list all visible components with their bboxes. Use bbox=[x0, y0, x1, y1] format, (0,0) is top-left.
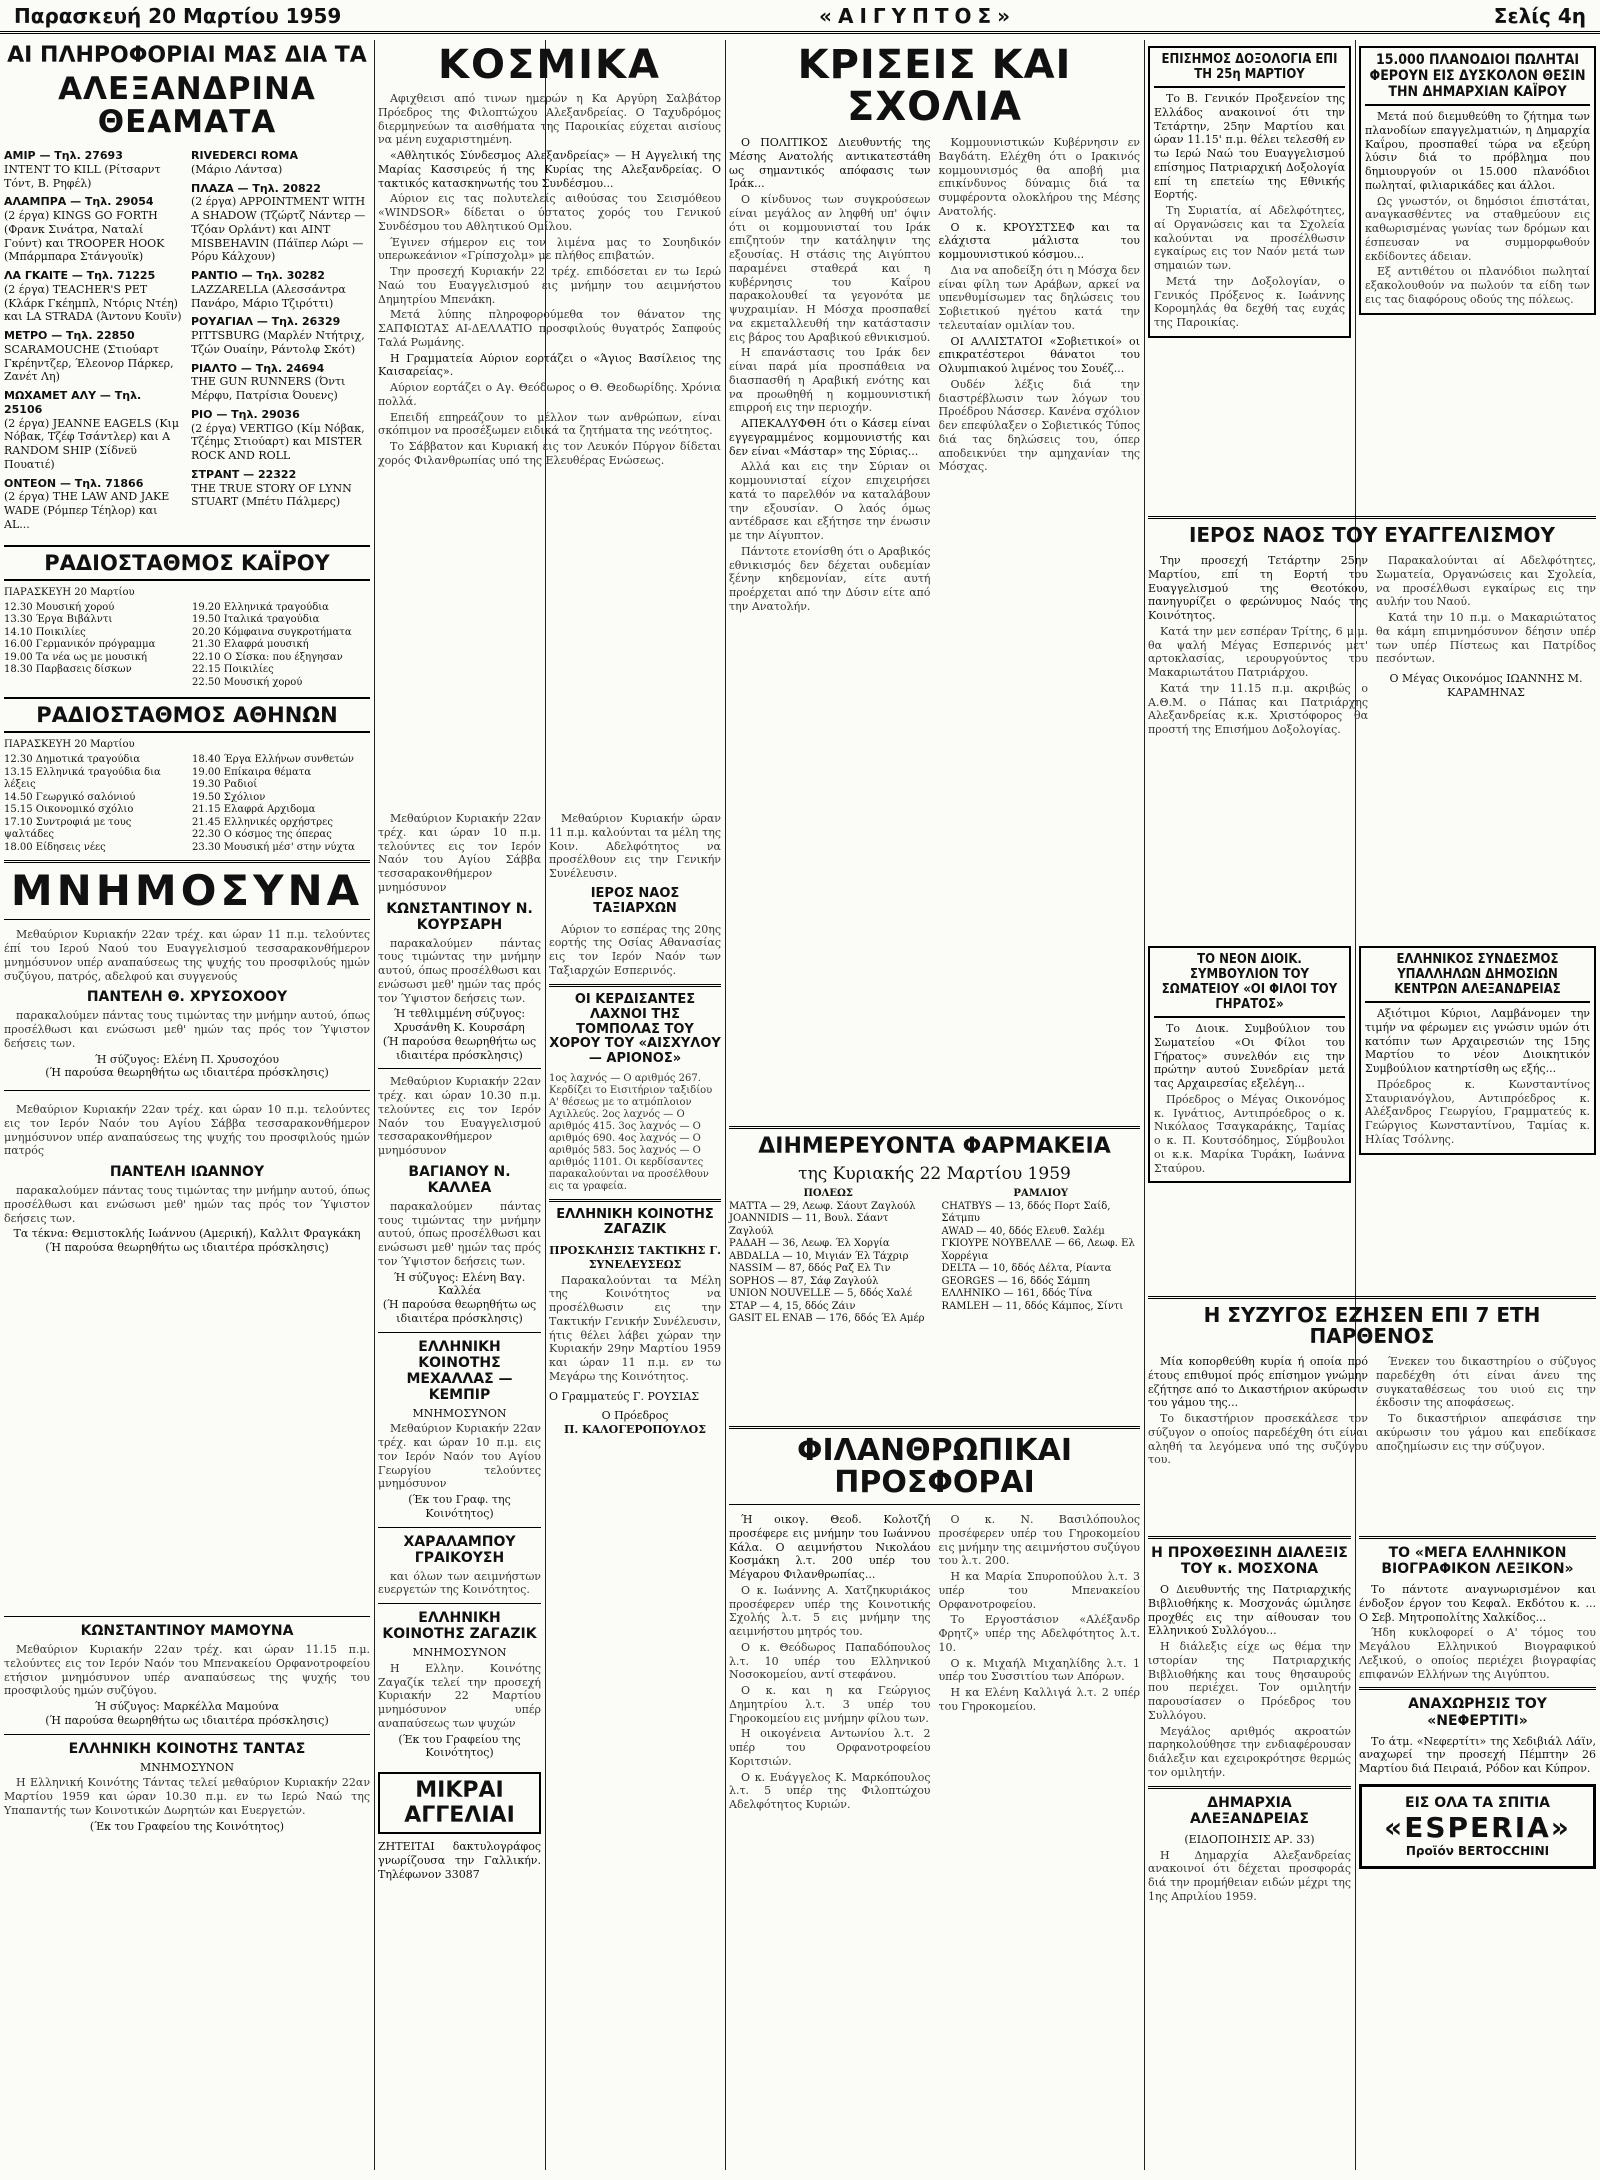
column-news-c: ΤΟ «ΜΕΓΑ ΕΛΛΗΝΙΚΟΝ ΒΙΟΓΡΑΦΙΚΟΝ ΛΕΞΙΚΟΝ» Το πάντοτε αναγνωρισμένον και ένδοξον έργον του Κεφαλ. Εκδότου κ. ... Ο Σεβ. Μητροπολίτης Χαλκίδος... Ήδη κυκλοφορεί ο Α' τόμος του Μεγάλου Ελληνικού Βιογραφικού Λεξικού, ο οποίος περιέχει βιογραφίας επιφανών Ελλήνων της Αιγύπτου. ΑΝΑΧΩΡΗΣΙΣ ΤΟΥ «ΝΕΦΕΡΤΙΤΙ» Το άτμ. «Νεφερτίτι» της Χεδιβιάλ Λάϊν, αναχωρεί την προσεχή Πέμπτην 26 Μαρτίου διά Πειραιά, Ρόδον και Κύπρον. ΕΙΣ ΟΛΑ ΤΑ ΣΠΙΤΙΑ «ESPERIA» Προϊόν BERTOCCHINI bbox=[1355, 1530, 1600, 1877]
radio-athens-heading: ΡΑΔΙΟΣΤΑΘΜΟΣ ΑΘΗΝΩΝ bbox=[4, 697, 370, 733]
column-news: 15.000 ΠΛΑΝΟΔΙΟΙ ΠΩΛΗΤΑΙ ΦΕΡΟΥΝ ΕΙΣ ΔΥΣΚΟΛΟΝ ΘΕΣΙΝ ΤΗΝ ΔΗΜΑΡΧΙΑΝ ΚΑΪΡΟΥ Μετά πού διεμυθεύθη το ζήτημα των πλανοδίων επαγγελματιών, η Δημαρχία Καΐρου, προσπαθεί τώρα να εξεύρη λύσιν διά το πρόβλημα που δημιουργούν οι 15.000 πλανόδιοι πωληταί, φιλιαρικάδες και άλλοι. Ως γνωστόν, οι δημόσιοι έπιστάται, αναγκασθέντες να σταθμεύουν εις καθωρισμένας γωνίας των δρόμων και έσπευσαν να συμμορφωθούν εκδίδοντες άδειαν. Εξ αντιθέτου οι πλανόδιοι πωληταί εξακολουθούν να πωλούν τα είδη των εις τας διαφόρους οδούς της πόλεως. bbox=[1355, 40, 1600, 321]
cinema-list-right bbox=[191, 144, 370, 537]
paper-name: «ΑΙΓΥΠΤΟΣ» bbox=[819, 3, 1017, 28]
cinema-entry: ΠΛΑΖΑ — Τηλ. 20822 (2 έργα) APPOINTMENT WITH A SHADOW (Τζώρτζ Νάντερ — Τζόαν Ορλάντ) και AINT MISBEHAVIN (Πάϊπερ Λώρι — Ρόρυ Κάλχουν) bbox=[191, 181, 366, 264]
nefertiti-heading: ΑΝΑΧΩΡΗΣΙΣ ΤΟΥ «ΝΕΦΕΡΤΙΤΙ» bbox=[1408, 1696, 1547, 1729]
kriseis-paragraph: Ο ΠΟΛΙΤΙΚΟΣ Διευθυντής της Μέσης Ανατολής αντικατεστάθη ως σημαντικός απόφασις των Ιράκ... bbox=[729, 136, 931, 191]
philanthropic-heading: ΦΙΛΑΝΘΡΩΠΙΚΑΙ ΠΡΟΣΦΟΡΑΙ bbox=[796, 1433, 1073, 1500]
cinema-entry: ΣΤΡΑΝΤ — 22322 THE TRUE STORY OF LYNN STUART (Μπέτυ Πάλμερς) bbox=[191, 467, 352, 509]
kriseis-paragraph: Ο κ. ΚΡΟΥΣΤΣΕΦ και τα ελάχιστα μάλιστα του κομμουνιστικού κόσμου... bbox=[938, 220, 1140, 261]
memorials-heading: ΜΝΗΜΟΣΥΝΑ bbox=[10, 866, 364, 916]
cinema-entry: ΡΙΟ — Τηλ. 29036 (2 έργα) VERTIGO (Κίμ Νόβακ, Τζέημς Στιούαρτ) και MISTER ROCK AND ROLL bbox=[191, 407, 365, 463]
syzygos-text: Μία κοπορθεύθη κυρία ή οποία πρό έτους επιθυμοί πρός επίσημον γνώμην εζήτησε από το Δικαστήριον ακύρωσιν του γάμου της... bbox=[1148, 1355, 1368, 1410]
syzygos-section: Η ΣΥΖΥΓΟΣ ΕΖΗΣΕΝ ΕΠΙ 7 ΕΤΗ ΠΑΡΘΕΝΟΣ Μία κοπορθεύθη κυρία ή οποία πρό έτους επιθυμοί πρός επίσημον γνώμην εζήτησε από το Δικαστήριον ακύρωσιν του γάμου της... Το δικαστήριον προσεκάλεσε τον σύζυγον ο οποίος παρεδέχθη ότι είναι αληθή τα λεγόμενα υπό της συζύγου του. Ένεκεν του δικαστηρίου ο σύζυγος παρεδέχθη ότι είναι άνευ της συγκαταθέσεως του υιού εις την έκδοσιν της αποφάσεως. Το δικαστήριον απεφάσισε την ακύρωσιν του γάμου και επεδίκασε αποζημίωσιν εις την σύζυγον. bbox=[1144, 1290, 1600, 1469]
ellinikos-syndesmos-text: Αξιότιμοι Κύριοι, Λαμβάνομεν την τιμήν να φέρωμεν εις γνώσιν υμών ότι κατόπιν των Αρχαιρεσιών της 15ης Μαρτίου το νέον Διοικητικόν Συμβούλιον κατηρτίσθη ως εξής... bbox=[1365, 1007, 1590, 1075]
column-kriseis: ΚΡΙΣΕΙΣ ΚΑΙ ΣΧΟΛΙΑ Ο ΠΟΛΙΤΙΚΟΣ Διευθυντής της Μέσης Ανατολής αντικατεστάθη ως σημαντικός απόφασις των Ιράκ... Ο κίνδυνος των συγκρούσεων είναι μεγάλος αν ληφθή υπ' όψιν ότι οι κομμουνισταί του Ιράκ επιζητούν την κατάληψιν της εξουσίας. Η στάσις της Αιγύπτου παραμένει σταθερά και η κυβέρνησις του Καΐρου παρακολουθεί τα γεγονότα με ψυχραιμίαν. Η Μόσχα προσπαθεί να εκμεταλλευθή την κατάστασιν εις βάρος του Αραβικού εθνικισμού. Η επανάστασις του Ιράκ δεν είναι παρά μία προσπάθεια να διασπασθή η Αραβική ενότης και να προωθηθή η κομμουνιστική επιρροή εις την περιοχήν. ΑΠΕΚΑΛΥΦΘΗ ότι ο Κάσεμ είναι εγγεγραμμένος κομμουνιστής και δεν είναι «Μάσταρ» της Σύριας... Αλλά και εις την Σύριαν οι κομμουνισταί είχον επιχειρήσει κατά το παρελθόν να καταλάβουν την εξουσίαν. Ο λαός όμως αντέδρασε και εξήτησε την ένωσιν με την Αίγυπτον. Πάντοτε ετονίσθη ότι ο Αραβικός εθνικισμός δεν δέχεται ουδεμίαν ξένην κηδεμονίαν, είτε αυτή προέρχεται από την Δύσιν είτε από την Ανατολήν. Κομμουνιστικών Κυβέρνησιν εν Βαγδάτη. Ελέχθη ότι ο Ιρακινός κομμουνισμός θα αποβή μια επικίνδυνος δύναμις διά τα συμφέροντα ολοκλήρου της Μέσης Ανατολής. Ο κ. ΚΡΟΥΣΤΣΕΦ και τα ελάχιστα μάλιστα του κομμουνιστικού κόσμου... Δια να αποδείξη ότι η Μόσχα δεν είναι φίλη των Αράβων, αρκεί να υπενθυμίσωμεν τας δηλώσεις του Σοβιετικού ηγέτου κατά την τελευταίαν ομιλίαν του. ΟΙ ΑΛΛΙΣΤΑΤΟΙ «Σοβιετικοί» οι επικρατέστεροι θάνατοι του Ολυμπιακού λιμένος του Σουέζ... Ουδέν λέξις διά την διαστρέβλωσιν των λόγων του Προέδρου Νάσσερ. Κανένα σχόλιον δεν επεφύλαξεν ο Σοβιετικός Τύπος διά τας δηλώσεις του, όπερ αποδεικνύει την αμηχανίαν της Μόσχας. bbox=[729, 42, 1140, 613]
dimarxia-heading: ΔΗΜΑΡΧΙΑ ΑΛΕΞΑΝΔΡΕΙΑΣ bbox=[1190, 1794, 1309, 1827]
lexikon-text: Το πάντοτε αναγνωρισμένον και ένδοξον έργον του Κεφαλ. Εκδότου κ. ... Ο Σεβ. Μητροπολίτης Χαλκίδος... bbox=[1359, 1583, 1596, 1624]
column-news-b: ΕΛΛΗΝΙΚΟΣ ΣΥΝΔΕΣΜΟΣ ΥΠΑΛΛΗΛΩΝ ΔΗΜΟΣΙΩΝ ΚΕΝΤΡΩΝ ΑΛΕΞΑΝΔΡΕΙΑΣ Αξιότιμοι Κύριοι, Λαμβάνομεν την τιμήν να φέρωμεν εις γνώσιν υμών ότι κατόπιν των Αρχαιρεσιών της 15ης Μαρτίου το νέον Διοικητικόν Συμβούλιον κατηρτίσθη ως εξής... Πρόεδρος κ. Κωνσταντίνος Σταυριανόγλου, Αντιπρόεδρος κ. Αλέξανδρος Γεωργίου, Γραμματεύς κ. Γεώργιος Κωνσταντίνου, Ταμίας κ. Ηλίας Τσόλνης. bbox=[1355, 940, 1600, 1161]
lexikon-heading: ΤΟ «ΜΕΓΑ ΕΛΛΗΝΙΚΟΝ ΒΙΟΓΡΑΦΙΚΟΝ ΛΕΞΙΚΟΝ» bbox=[1381, 1545, 1574, 1578]
radio-cairo-heading: ΡΑΔΙΟΣΤΑΘΜΟΣ ΚΑΪΡΟΥ bbox=[4, 545, 370, 581]
column-announcements-b: ΤΟ ΝΕΟΝ ΔΙΟΙΚ. ΣΥΜΒΟΥΛΙΟΝ ΤΟΥ ΣΩΜΑΤΕΙΟΥ «ΟΙ ΦΙΛΟΙ ΤΟΥ ΓΗΡΑΤΟΣ» Το Διοικ. Συμβούλιον του Σωματείου «Οι Φίλοι του Γήρατος» συνελθόν εις την πρώτην αυτού Συνεδρίαν μετά τας Αρχαιρεσίας εξελέγη... Πρόεδρος ο Μέγας Οικονόμος κ. Ιγνάτιος, Αντιπρόεδρος ο κ. Νικόλαος Τσαγκαράκης, Ταμίας ο κ. Π. Κουτσόδημος, Σύμβουλοι οι κ.κ. Μαρίκα Τυράκη, Ιωάννα Σταύρου. bbox=[1144, 940, 1355, 1189]
evangelismos-text: Την προσεχή Τετάρτην 25ην Μαρτίου, επί τη Εορτή του Ευαγγελισμού της Θεοτόκου, πανηγυρίζει ο φερώνυμος Ναός της Κοινότητος. bbox=[1148, 554, 1368, 622]
page-number: Σελίς 4η bbox=[1493, 3, 1586, 28]
column-memorials-b: Μεθαύριον Κυριακήν 22αν τρέχ. και ώραν 10 π.μ. τελούντες εις τον Ιερόν Ναόν του Αγίου Σάββα τεσσαρακονθήμερον μνημόσυνον ΚΩΝΣΤΑΝΤΙΝΟΥ Ν. ΚΟΥΡΣΑΡΗ παρακαλούμεν πάντας τους τιμώντας την μνήμην αυτού, όπως προσέλθωσι και ενώσωσι μεθ' ημών τας πρός τον Ύψιστον δεήσεις των. Ή τεθλιμμένη σύζυγος: Χρυσάνθη Κ. Κουρσάρη (Ή παρούσα θεωρηθήτω ως ιδιαιτέρα πρόσκλησις) Μεθαύριον Κυριακήν 22αν τρέχ. και ώραν 10.30 π.μ. τελούντες εις τον Ιερόν Ναόν του Ευαγγελισμού τεσσαρακονθήμερον μνημόσυνον ΒΑΓΙΑΝΟΥ Ν. ΚΑΛΛΕΑ παρακαλούμεν πάντας τους τιμώντας την μνήμην αυτού, όπως προσέλθωσι και ενώσωσι μεθ' ημών τας πρός τον Ύψιστον δεήσεις των. Ή σύζυγος: Ελένη Βαγ. Καλλέα (Ή παρούσα θεωρηθήτω ως ιδιαιτέρα πρόσκλησις) ΕΛΛΗΝΙΚΗ ΚΟΙΝΟΤΗΣ ΜΕΧΑΛΛΑΣ — ΚΕΜΠΙΡ ΜΝΗΜΟΣΥΝΟΝ Μεθαύριον Κυριακήν 22αν τρέχ. και ώραν 10 π.μ. εις τον Ιερόν Ναόν του Αγίου Γεωργίου τελούντες μνημόσυνον (Έκ του Γραφ. της Κοινότητος) ΧΑΡΑΛΑΜΠΟΥ ΓΡΑΙΚΟΥΣΗ και όλων των αειμνήστων ευεργετών της Κοινότητος. ΕΛΛΗΝΙΚΗ ΚΟΙΝΟΤΗΣ ΖΑΓΑΖΙΚ ΜΝΗΜΟΣΥΝΟΝ Η Ελλην. Κοινότης Ζαγαζίκ τελεί την προσεχή Κυριακήν 22 Μαρτίου μνημόσυνον υπέρ αναπαύσεως των ψυχών (Έκ του Γραφείου της Κοινότητος) ΜΙΚΡΑΙ ΑΓΓΕΛΙΑΙ ΖΗΤΕΙΤΑΙ δακτυλογράφος γνωρίζουσα την Γαλλικήν. Τηλέφωνον 33087 bbox=[378, 812, 542, 1881]
esperia-ad: ΕΙΣ ΟΛΑ ΤΑ ΣΠΙΤΙΑ «ESPERIA» Προϊόν BERTOCCHINI bbox=[1359, 1784, 1596, 1869]
vendors-heading: 15.000 ΠΛΑΝΟΔΙΟΙ ΠΩΛΗΤΑΙ ΦΕΡΟΥΝ ΕΙΣ ΔΥΣΚΟΛΟΝ ΘΕΣΙΝ ΤΗΝ ΔΗΜΑΡΧΙΑΝ ΚΑΪΡΟΥ bbox=[1365, 52, 1590, 106]
evangelismos-section: ΙΕΡΟΣ ΝΑΟΣ ΤΟΥ ΕΥΑΓΓΕΛΙΣΜΟΥ Την προσεχή Τετάρτην 25ην Μαρτίου, επί τη Εορτή του Ευαγγελισμού της Θεοτόκου, πανηγυρίζει ο φερώνυμος Ναός της Κοινότητος. Κατά την μεν εσπέραν Τρίτης, 6 μ.μ. θα ψαλή Μέγας Εσπερινός μετ' αρτοκλασίας, ιερουργούντος του Μακαριωτάτου Πατριάρχου. Κατά την 11.15 π.μ. ακριβώς ο Α.Θ.Μ. ο Πάπας και Πατριάρχης Αλεξανδρείας κ.κ. Χριστόφορος θα προστή της Επισήμου Δοξολογίας. Παρακαλούνται αί Αδελφότητες, Σωματεία, Οργανώσεις και Σχολεία, να προσέλθωσι εγκαίρως εις την αυλήν του Ναού. Κατά την 10 π.μ. ο Μακαριώτατος θα κάμη επιμνημόσυνον δέησιν υπέρ των υπέρ Πίστεως και Πατρίδος πεσόντων. Ο Μέγας Οικονόμος ΙΩΑΝΝΗΣ Μ. ΚΑΡΑΜΗΝΑΣ bbox=[1144, 510, 1600, 739]
philanthropic-section: ΦΙΛΑΝΘΡΩΠΙΚΑΙ ΠΡΟΣΦΟΡΑΙ Ή οικογ. Θεοδ. Κολοτζή προσέφερε εις μνήμην του Ιωάννου Κάλα. Ο αειμνήστου Νικολάου Κοσμάκη λ.τ. 200 υπέρ του Μέγαρου Φιλανθρωπίας... Ο κ. Ιωάννης Α. Χατζηκυριάκος προσέφερεν υπέρ της Κοινοτικής Σχολής λ.τ. 5 εις μνήμην της αειμνήστου μητρός του. Ο κ. Θεόδωρος Παπαδόπουλος λ.τ. 10 υπέρ του Ελληνικού Νοσοκομείου, αντί στεφάνου. Ο κ. και η κα Γεώργιος Δημητρίου λ.τ. 3 υπέρ του Γηροκομείου εις μνήμην φίλου των. Η οικογένεια Αντωνίου λ.τ. 2 υπέρ του Ορφανοτροφείου Κοριτσιών. Ο κ. Ευάγγελος Κ. Μαρκόπουλος λ.τ. 5 υπέρ της Φιλοπτώχου Αδελφότητος Κυριών. Ο κ. Ν. Βασιλόπουλος προσέφερεν υπέρ του Γηροκομείου εις μνήμην της αειμνήστου συζύγου του λ.τ. 200. Η κα Μαρία Σπυροπούλου λ.τ. 3 υπέρ του Μπενακείου Ορφανοτροφείου. Το Εργοστάσιον «Αλέξανδρ Φρητζ» υπέρ της Αδελφότητος λ.τ. 10. Ο κ. Μιχαήλ Μιχαηλίδης λ.τ. 1 υπέρ του Συσσιτίου των Απόρων. Η κα Ελένη Καλλιγά λ.τ. 2 υπέρ του Γηροκομείου. bbox=[725, 1420, 1144, 1814]
filoi-gyratos-text: Το Διοικ. Συμβούλιον του Σωματείου «Οι Φίλοι του Γήρατος» συνελθόν εις την πρώτην αυτού Συνεδρίαν μετά τας Αρχαιρεσίας εξελέγη... bbox=[1154, 1022, 1345, 1090]
radio-athens-date: ΠΑΡΑΣΚΕΥΗ 20 Μαρτίου bbox=[4, 739, 135, 751]
kosmika-heading: ΚΟΣΜΙΚΑ bbox=[438, 42, 661, 88]
evangelismos-heading: ΙΕΡΟΣ ΝΑΟΣ ΤΟΥ ΕΥΑΓΓΕΛΙΣΜΟΥ bbox=[1188, 523, 1556, 547]
tasiarchon-heading: ΙΕΡΟΣ ΝΑΟΣ ΤΑΞΙΑΡΧΩΝ bbox=[590, 885, 680, 916]
info-headline: ΑΙ ΠΛΗΡΟΦΟΡΙΑΙ ΜΑΣ ΔΙΑ ΤΑ bbox=[7, 43, 367, 68]
small-ad-text: ΖΗΤΕΙΤΑΙ δακτυλογράφος γνωρίζουσα την Γαλλικήν. Τηλέφωνον 33087 bbox=[378, 1840, 541, 1881]
column-memorials-c: ΚΩΝΣΤΑΝΤΙΝΟΥ ΜΑΜΟΥΝΑ Μεθαύριον Κυριακήν 22αν τρέχ. και ώραν 11.15 π.μ. τελούντες εις τον Ιερόν Ναόν του Μπενακείου Ορφανοτροφείου ετήσιον μνημόσυνον υπέρ αναπαύσεως της ψυχής του προσφιλούς ημών συζύγου. Ή σύζυγος: Μαρκέλλα Μαμούνα (Ή παρούσα θεωρηθήτω ως ιδιαιτέρα πρόσκλησις) ΕΛΛΗΝΙΚΗ ΚΟΙΝΟΤΗΣ ΤΑΝΤΑΣ ΜΝΗΜΟΣΥΝΟΝ Η Ελληνική Κοινότης Τάντας τελεί μεθαύριον Κυριακήν 22αν Μαρτίου 1959 και ώραν 10.30 π.μ. εν τω Ιερώ Ναώ της Υπαπαντής των Κοινοτικών Δωρητών και Ευεργετών. (Έκ του Γραφείου της Κοινότητος) bbox=[0, 1610, 374, 1833]
cinema-entry: ΜΩΧΑΜΕΤ ΑΛΥ — Τηλ. 25106 (2 έργα) JEANNE EAGELS (Κιμ Νόβακ, Τζέφ Τσάντλερ) και A RANDOM SHIP (Σίδνεϋ Πουατιέ) bbox=[4, 389, 180, 471]
cinema-entry: ΛΑ ΓΚΑΙΤΕ — Τηλ. 71225 (2 έργα) TEACHER'S PET (Κλάρκ Γκέημπλ, Ντόρις Ντέη) και LA STRADA (Άντονυ Κουϊν) bbox=[4, 269, 182, 324]
radio-cairo-program: 12.30 Μουσική χορού 13.30 Έργα Βιβάλντι 14.10 Ποικιλίες 16.00 Γερμανικόν πρόγραμμα 19.00 Τα νέα ως με μουσική 18.30 Παρβασεις δίσκων 19.20 Ελληνικά τραγούδια 19.50 Ιταλικά τραγούδια 20.20 Κόμφαινα συγκροτήματα 21.30 Ελαφρά μουσική 22.10 Ο Σίσκα: που έξηγησαν 22.15 Ποικιλίες 22.50 Μουσική χορού bbox=[4, 601, 352, 688]
cinema-entry: ΡΑΝΤΙΟ — Τηλ. 30282 LAZZARELLA (Αλεσσάντρα Πανάρο, Μάριο Τζιρόττι) bbox=[191, 269, 346, 310]
cinema-entry: ΑΛΑΜΠΡΑ — Τηλ. 29054 (2 έργα) KINGS GO FORTH (Φρανκ Σινάτρα, Ναταλί Γούντ) και TROOPER HOOK (Μπάρμπαρα Στάνγουϊκ) bbox=[4, 195, 165, 264]
pharmacies-subheading: της Κυριακής 22 Μαρτίου 1959 bbox=[798, 1164, 1071, 1185]
info-headline-2: ΑΛΕΞΑΝΔΡΙΝΑ ΘΕΑΜΑΤΑ bbox=[58, 71, 316, 140]
small-ads-box: ΜΙΚΡΑΙ ΑΓΓΕΛΙΑΙ bbox=[378, 1772, 541, 1834]
masthead bbox=[0, 0, 1600, 34]
kriseis-paragraph: ΑΠΕΚΑΛΥΦΘΗ ότι ο Κάσεμ είναι εγγεγραμμένος κομμουνιστής και δεν είναι «Μάσταρ» της Σύριας... bbox=[729, 417, 931, 458]
kriseis-heading: ΚΡΙΣΕΙΣ ΚΑΙ ΣΧΟΛΙΑ bbox=[797, 42, 1072, 130]
cinema-entry: RIVEDERCI ROMA (Μάριο Λάντσα) bbox=[191, 149, 298, 176]
kriseis-paragraph: ΟΙ ΑΛΛΙΣΤΑΤΟΙ «Σοβιετικοί» οι επικρατέστεροι θάνατοι του Ολυμπιακού λιμένος του Σουέζ... bbox=[938, 334, 1140, 375]
column-announcements-c: Η ΠΡΟΧΘΕΣΙΝΗ ΔΙΑΛΕΞΙΣ ΤΟΥ κ. ΜΟΣΧΟΝΑ Ο Διευθυντής της Πατριαρχικής Βιβλιοθήκης κ. Μοσχονάς ώμιλησε προχθές εις την αίθουσαν του Ελληνικού Συλλόγου... Η διάλεξις είχε ως θέμα την ιστορίαν της Πατριαρχικής Βιβλιοθήκης και τους θησαυρούς που περιέχει. Τον ομιλητήν παρουσίασεν ο Πρόεδρος του Συλλόγου. Μεγάλος αριθμός ακροατών παρηκολούθησε την ενδιαφέρουσαν διάλεξιν και εχειροκρότησε θερμώς τον ομιλητήν. ΔΗΜΑΡΧΙΑ ΑΛΕΞΑΝΔΡΕΙΑΣ (ΕΙΔΟΠΟΙΗΣΙΣ ΑΡ. 33) Η Δημαρχία Αλεξανδρείας ανακοινοί ότι δέχεται προσφοράς διά την προμήθειαν ειδών μέχρι της 1ης Απριλίου 1959. bbox=[1144, 1530, 1355, 1906]
radio-cairo-date: ΠΑΡΑΣΚΕΥΗ 20 Μαρτίου bbox=[4, 586, 135, 598]
issue-date: Παρασκευή 20 Μαρτίου 1959 bbox=[14, 3, 342, 28]
philanthropic-text: Ή οικογ. Θεοδ. Κολοτζή προσέφερε εις μνήμην του Ιωάννου Κάλα. Ο αειμνήστου Νικολάου Κοσμάκη λ.τ. 200 υπέρ του Μέγαρου Φιλανθρωπίας... bbox=[729, 1513, 931, 1581]
kosmika-notice: Η Γραμματεία Αύριον εορτάζει ο «Άγιος Βασίλειος της Καισαρείας». bbox=[378, 351, 721, 379]
moschonas-heading: Η ΠΡΟΧΘΕΣΙΝΗ ΔΙΑΛΕΞΙΣ ΤΟΥ κ. ΜΟΣΧΟΝΑ bbox=[1151, 1545, 1348, 1578]
nefertiti-text: Το άτμ. «Νεφερτίτι» της Χεδιβιάλ Λάϊν, αναχωρεί την προσεχή Πέμπτην 26 Μαρτίου διά Πειραιά, Ρόδον και Κύπρον. bbox=[1359, 1734, 1596, 1776]
column-kosmika: ΚΟΣΜΙΚΑ Αφιχθεισι από τινων ημερών η Κα Αργύρη Σαλβάτορ Πρόεδρος της Φιλοπτώχου Αλεξανδρείας. Ο Ταχυδρόμος διερμηνεύων τα αισθήματα της Παροικίας εύχεται αισίους να μένη ευχαριστημένη. «Αθλητικός Σύνδεσμος Αλεξανδρείας» — Η Αγγελική της Μαρίας Κασσιρεύς ή της Κυρίας της Αλεξανδρείας. Ο τακτικός κατασκηνωτής του Συνδέσμου... Αύριον εις τας πολυτελείς αιθούσας του Σεισμόθεου «WINDSOR» δίδεται ο ύστατος χορός του Γενικού Συνδέσμου του Αθλητικού Ομίλου. Έγινεν σήμερον εις τον λιμένα μας το Σουηδικόν υπερωκεάνιον «Γρίπσχολμ» με πλήθος επιβατών. Την προσεχή Κυριακήν 22 τρέχ. επιδόσεται εν τω Ιερώ Ναώ του Ευαγγελισμού εις μνήμην του αειμνήστου Δημητρίου Μπενάκη. Μετά λύπης πληροφορούμεθα τον θάνατον της ΣΑΠΦΙΩΤΑΣ ΑΙ-ΔΕΛΛΑΤΙΟ προσφιλούς θυγατρός Σαπφούς Ταλά Ρωμάνης. Η Γραμματεία Αύριον εορτάζει ο «Άγιος Βασίλειος της Καισαρείας». Αύριον εορτάζει ο Αγ. Θεόδωρος ο Θ. Θεοδωρίδης. Χρόνια πολλά. Επειδή επηρεάζουν το μέλλον των ανθρώπων, είναι σκόπιμον να προσέξωμεν ειδικά τα ζητήματα της νεότητος. Το Σάββατον και Κυριακή εις τον Λευκόν Πύργον δίδεται χορός Φιλανθρωπίας υπό της Ελευθέρας Ενώσεως. bbox=[378, 42, 721, 467]
syzygos-heading: Η ΣΥΖΥΓΟΣ ΕΖΗΣΕΝ ΕΠΙ 7 ΕΤΗ ΠΑΡΘΕΝΟΣ bbox=[1203, 1303, 1541, 1348]
cinema-list-left bbox=[4, 144, 183, 537]
filoi-gyratos-heading: ΤΟ ΝΕΟΝ ΔΙΟΙΚ. ΣΥΜΒΟΥΛΙΟΝ ΤΟΥ ΣΩΜΑΤΕΙΟΥ «ΟΙ ΦΙΛΟΙ ΤΟΥ ΓΗΡΑΤΟΣ» bbox=[1154, 952, 1345, 1018]
column-entertainment bbox=[0, 40, 374, 1255]
cinema-entry: ΟΝΤΕΟΝ — Τηλ. 71866 (2 έργα) THE LAW AND JAKE WADE (Ρόμπερ Τέηλορ) και AL... bbox=[4, 476, 170, 531]
evangelismos-signature: Ο Μέγας Οικονόμος ΙΩΑΝΝΗΣ Μ. ΚΑΡΑΜΗΝΑΣ bbox=[1389, 672, 1583, 699]
radio-athens-program: 12.30 Δημοτικά τραγούδια 13.15 Ελληνικά τραγούδια δια λέξεις 14.50 Γεωργικό σαλόνιού 15.15 Οικονομικό σχόλιο 17.10 Συντροφιά με τους ψαλτάδες 18.00 Είδησεις νέες 18.40 Έργα Ελλήνων συνθετών 19.00 Επίκαιρα θέματα 19.30 Ραδιοί 19.50 Σχόλιον 21.15 Ελαφρά Αρχιδομα 21.45 Ελληνικές ορχήστρες 22.30 Ο κόσμος της όπερας 23.30 Μουσική μέσ' στην νύχτα bbox=[4, 754, 355, 853]
cinema-entry: ΡΙΑΛΤΟ — Τηλ. 24694 THE GUN RUNNERS (Όντι Μέρφυ, Πατρίσια Όουενς) bbox=[191, 361, 346, 403]
cinema-listings bbox=[4, 144, 370, 537]
ellinikos-syndesmos-heading: ΕΛΛΗΝΙΚΟΣ ΣΥΝΔΕΣΜΟΣ ΥΠΑΛΛΗΛΩΝ ΔΗΜΟΣΙΩΝ ΚΕΝΤΡΩΝ ΑΛΕΞΑΝΔΡΕΙΑΣ bbox=[1365, 952, 1590, 1003]
moschonas-text: Ο Διευθυντής της Πατριαρχικής Βιβλιοθήκης κ. Μοσχονάς ώμιλησε προχθές εις την αίθουσαν του Ελληνικού Συλλόγου... bbox=[1148, 1583, 1351, 1638]
zagazik-heading: ΕΛΛΗΝΙΚΗ ΚΟΙΝΟΤΗΣ ΖΑΓΑΖΙΚ bbox=[556, 1207, 714, 1238]
cinema-entry: ΡΟΥΑΓΙΑΛ — Τηλ. 26329 PITTSBURG (Μαρλέν Ντήτριχ, Τζών Ουαίην, Ράντολφ Σκότ) bbox=[191, 315, 365, 356]
memorial-notice: Μεθαύριον Κυριακήν 22αν τρέχ. και ώραν 11 π.μ. τελούντες έπί του Ιερού Ναού του Ευαγγελισμού τεσσαρακονθήμερον μνημόσυνον υπέρ αναπαύσεως της ψυχής του προσφιλούς ημών συζύγου, πατρός, αδελφού και συγγενούς ΠΑΝΤΕΛΗ Θ. ΧΡΥΣΟΧΟΟΥ παρακαλούμεν πάντας τους τιμώντας την μνήμην αυτού, όπως προσέλθωσι και ενώσωσι μεθ' ημών τας πρός τον Ύψιστον δεήσεις των. Ή σύζυγος: Ελένη Π. Χρυσοχόου (Ή παρούσα θεωρηθήτω ως ιδιαιτέρα πρόσκλησις) bbox=[4, 928, 370, 1080]
doxologia-heading: ΕΠΙΣΗΜΟΣ ΔΟΞΟΛΟΓΙΑ ΕΠΙ ΤΗ 25η ΜΑΡΤΙΟΥ bbox=[1154, 52, 1345, 88]
pharmacies-heading: ΔΙΗΜΕΡΕΥΟΝΤΑ ΦΑΡΜΑΚΕΙΑ bbox=[758, 1134, 1111, 1159]
column-announcements: ΕΠΙΣΗΜΟΣ ΔΟΞΟΛΟΓΙΑ ΕΠΙ ΤΗ 25η ΜΑΡΤΙΟΥ Το Β. Γενικόν Προξενείον της Ελλάδος ανακοινοί ότι την Τετάρτην, 25ην Μαρτίου και ώραν 11.15' π.μ. θέλει τελεσθή εν τω Ιερώ Ναώ του Ευαγγελισμού επίσημος Πατριαρχική Δοξολογία επί τη επετείω της Εθνικής Εορτής. Τη Συριατία, αί Αδελφότητες, αί Οργανώσεις και τα Σχολεία καλούνται να προσέλθωσιν εγκαίρως εις τον Ναόν μετά των σημαιών των. Μετά την Δοξολογίαν, ο Γενικός Πρόξενος κ. Ιωάννης Κορομηλάς θα δεχθή τας ευχάς της Παροικίας. bbox=[1144, 40, 1355, 344]
cinema-entry: ΑΜΙΡ — Τηλ. 27693 INTENT TO KILL (Ρίτσαρντ Τόντ, Β. Ρηφέλ) bbox=[4, 149, 161, 190]
column-kosmika-b: Μεθαύριον Κυριακήν ώραν 11 π.μ. καλούνται τα μέλη της Κοιν. Αδελφότητος να προσέλθουν εις την Γενικήν Συνέλευσιν. ΙΕΡΟΣ ΝΑΟΣ ΤΑΞΙΑΡΧΩΝ Αύριον το εσπέρας της 20ης εορτής της Οσίας Αθανασίας εις τον Ιερόν Ναόν των Ταξιαρχών Εσπερινός. ΟΙ ΚΕΡΔΙΣΑΝΤΕΣ ΛΑΧΝΟΙ ΤΗΣ ΤΟΜΠΟΛΑΣ ΤΟΥ ΧΟΡΟΥ ΤΟΥ «ΑΙΣΧΥΛΟΥ — ΑΡΙΟΝΟΣ» 1ος λαχνός — Ο αριθμός 267. Κερδίζει το Εισιτήριον ταξιδίου Α' θέσεως με το ατμόπλοιον Αχιλλεύς. 2ος λαχνός — Ο αριθμός 415. 3ος λαχνός — Ο αριθμός 690. 4ος λαχνός — Ο αριθμός 583. 5ος λαχνός — Ο αριθμός 1101. Οι κερδίσαντες παρακαλούνται να προσέλθουν εις τα γραφεία. ΕΛΛΗΝΙΚΗ ΚΟΙΝΟΤΗΣ ΖΑΓΑΖΙΚ ΠΡΟΣΚΛΗΣΙΣ ΤΑΚΤΙΚΗΣ Γ. ΣΥΝΕΛΕΥΣΕΩΣ Παρακαλούνται τα Μέλη της Κοινότητος να προσέλθωσιν εις την Τακτικήν Γενικήν Συνέλευσιν, ήτις θέλει λάβει χώραν την Κυριακήν 29ην Μαρτίου 1959 και ώραν 11 π.μ. εν τω Μεγάρω της Κοινότητος. Ο Γραμματεύς Γ. ΡΟΥΣΙΑΣ Ο Πρόεδρος Π. ΚΑΛΟΓΕΡΟΠΟΥΛΟΣ bbox=[549, 812, 721, 1437]
kerdisantes-heading: ΟΙ ΚΕΡΔΙΣΑΝΤΕΣ ΛΑΧΝΟΙ ΤΗΣ ΤΟΜΠΟΛΑΣ ΤΟΥ ΧΟΡΟΥ ΤΟΥ «ΑΙΣΧΥΛΟΥ — ΑΡΙΟΝΟΣ» bbox=[549, 991, 721, 1067]
kosmika-text: «Αθλητικός Σύνδεσμος Αλεξανδρείας» — Η Αγγελική της Μαρίας Κασσιρεύς ή της Κυρίας της Αλεξανδρείας. Ο τακτικός κατασκηνωτής του Συνδέσμου... bbox=[378, 149, 721, 190]
memorial-notice: Μεθαύριον Κυριακήν 22αν τρέχ. και ώραν 10 π.μ. τελούντες εις τον Ιερόν Ναόν του Αγίου Σάββα τεσσαρακονθήμερον μνημόσυνον υπέρ αναπαύσεως της ψυχής του προσφιλούς ημών πατρός ΠΑΝΤΕΛΗ ΙΩΑΝΝΟΥ παρακαλούμεν πάντας τους τιμώντας την μνήμην αυτού, όπως προσέλθωσι και ενώσωσι μεθ' ημών τας πρός τον Ύψιστον δεήσεις των. Τα τέκνα: Θεμιστοκλής Ιωάννου (Αμερική), Καλλιτ Φραγκάκη (Ή παρούσα θεωρηθήτω ως ιδιαιτέρα πρόσκλησις) bbox=[4, 1103, 370, 1255]
doxologia-text: Το Β. Γενικόν Προξενείον της Ελλάδος ανακοινοί ότι την Τετάρτην, 25ην Μαρτίου και ώραν 11.15' π.μ. θέλει τελεσθή εν τω Ιερώ Ναώ του Ευαγγελισμού επίσημος Πατριαρχική Δοξολογία επί τη επετείω της Εθνικής Εορτής. bbox=[1154, 92, 1345, 202]
vendors-text: Μετά πού διεμυθεύθη το ζήτημα των πλανοδίων επαγγελματιών, η Δημαρχία Καΐρου, προσπαθεί τώρα να εξεύρη λύσιν διά το πρόβλημα που δημιουργούν οι 15.000 πλανόδιοι πωληταί, φιλιαρικάδες και άλλοι. bbox=[1365, 110, 1590, 192]
cinema-entry: ΜΕΤΡΟ — Τηλ. 22850 SCARAMOUCHE (Στιούαρτ Γκρέηντζερ, Έλεονορ Πάρκερ, Ζανέτ Λη) bbox=[4, 329, 174, 384]
pharmacies-section: ΔΙΗΜΕΡΕΥΟΝΤΑ ΦΑΡΜΑΚΕΙΑ της Κυριακής 22 Μαρτίου 1959 ΠΟΛΕΩΣ ΜΑΤΤΑ — 29, Λεωφ. Σάουτ Ζαγλούλ JOANNIDIS — 11, Βουλ. Σάαντ Ζαγλούλ ΡΑΔΑΗ — 36, Λεωφ. Έλ Χοργία ABDALLA — 10, Μιγιάν Έλ Τάχριρ NASSIM — 87, δδός Ραζ Ελ Τιν SOPHOS — 87, Σάφ Ζαγλούλ UNION NOUVELLE — 5, δδός Χαλέ ΣΤΑΡ — 4, 15, δδός Ζάιν GASIT EL ENAB — 176, δδός Έλ Αμέρ ΡΑΜΛΙΟΥ CHATBYS — 13, δδός Πορτ Σαίδ, Σάτμπυ AWAD — 40, δδός Ελευθ. Σαλέμ ΓΚΙΟΥΡΕ ΝΟΥΒΕΛΛΕ — 66, Λεωφ. Ελ Χορρέγια DELTA — 10, δδός Δέλτα, Ρίαντα GEORGES — 16, δδός Σάμπη ΕΛΛΗΝΙΚΟ — 161, δδός Τίνα RAMLEH — 11, δδός Κάμπος, Σίντι bbox=[725, 1120, 1144, 1280]
memorials-left bbox=[4, 926, 370, 1255]
